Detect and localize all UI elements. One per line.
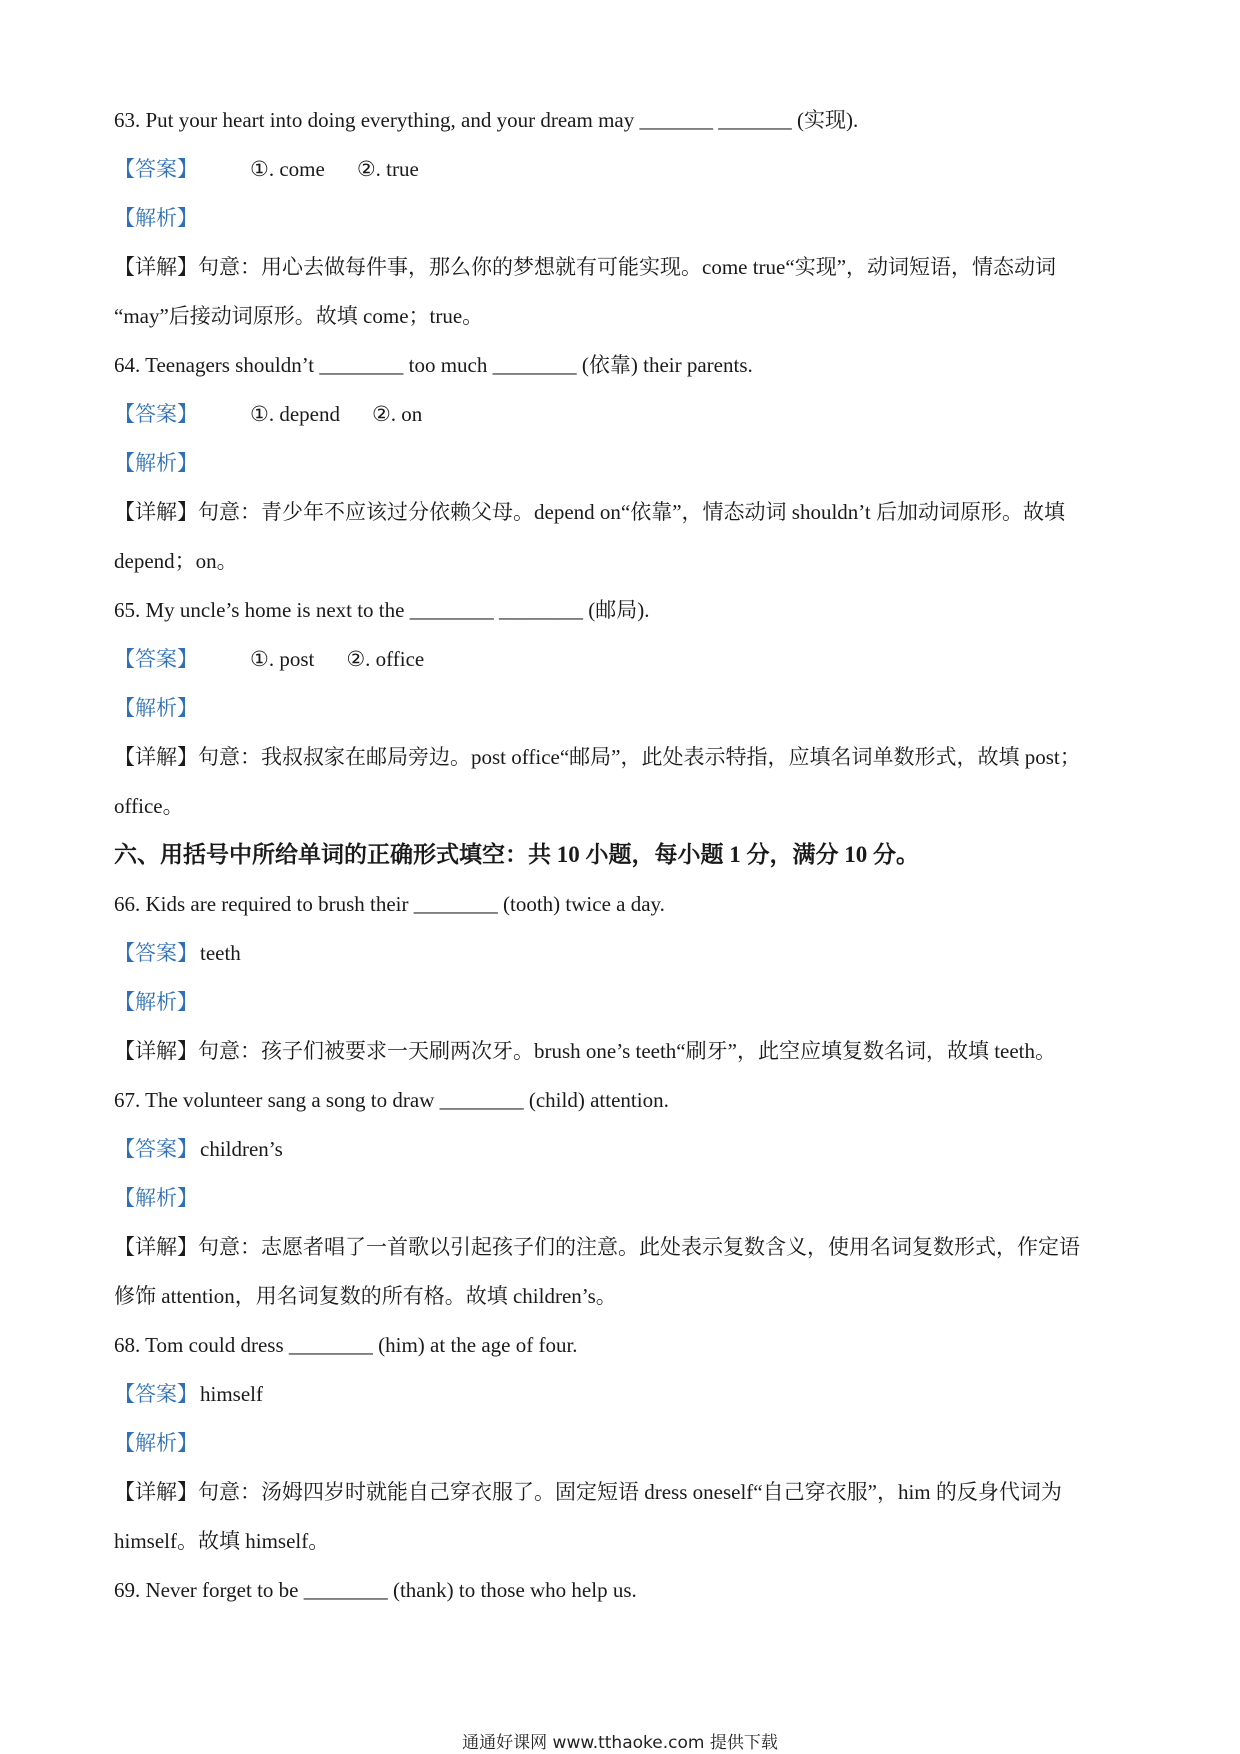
question-68: 68. Tom could dress ________ (him) at the age of four. bbox=[114, 1333, 578, 1357]
answer-tag: 【答案】 bbox=[114, 157, 198, 181]
analysis-63 bbox=[114, 196, 1134, 245]
answer-64-part1: ①. depend bbox=[250, 402, 340, 426]
analysis-67 bbox=[114, 1176, 1134, 1225]
detail-65-line1 bbox=[114, 735, 1134, 784]
analysis-tag: 【解析】 bbox=[114, 451, 198, 475]
answer-67-value: children’s bbox=[200, 1137, 283, 1161]
question-63: 63. Put your heart into doing everything, and your dream may _______ _______ (实现). bbox=[114, 108, 859, 132]
detail-63-line1 bbox=[114, 245, 1134, 294]
answer-65 bbox=[114, 637, 1134, 686]
answer-tag: 【答案】 bbox=[114, 941, 198, 965]
answer-65-part2: ②. office bbox=[346, 647, 425, 671]
answer-tag: 【答案】 bbox=[114, 1137, 198, 1161]
answer-63 bbox=[114, 147, 1134, 196]
detail-tag: 【详解】 bbox=[114, 745, 198, 769]
detail-66-line1 bbox=[114, 1029, 1134, 1078]
detail-65-line2: office。 bbox=[114, 794, 184, 818]
answer-tag: 【答案】 bbox=[114, 402, 198, 426]
detail-text: 句意：我叔叔家在邮局旁边。post office“邮局”，此处表示特指，应填名词单数形式，故填 post； bbox=[198, 745, 1081, 769]
analysis-64 bbox=[114, 441, 1134, 490]
detail-tag: 【详解】 bbox=[114, 1235, 198, 1259]
answer-64 bbox=[114, 392, 1134, 441]
detail-text: 句意：汤姆四岁时就能自己穿衣服了。固定短语 dress oneself“自己穿衣服”，him 的反身代词为 bbox=[198, 1480, 1062, 1504]
question-66: 66. Kids are required to brush their ________ (tooth) twice a day. bbox=[114, 892, 665, 916]
detail-67-line1 bbox=[114, 1225, 1134, 1274]
analysis-tag: 【解析】 bbox=[114, 1186, 198, 1210]
answer-67 bbox=[114, 1127, 1134, 1176]
answer-68-value: himself bbox=[200, 1382, 263, 1406]
question-67: 67. The volunteer sang a song to draw ________ (child) attention. bbox=[114, 1088, 669, 1112]
answer-64-part2: ②. on bbox=[371, 402, 423, 426]
answer-tag: 【答案】 bbox=[114, 1382, 198, 1406]
question-65: 65. My uncle’s home is next to the ________ ________ (邮局). bbox=[114, 598, 650, 622]
question-69: 69. Never forget to be ________ (thank) to those who help us. bbox=[114, 1578, 637, 1602]
analysis-65 bbox=[114, 686, 1134, 735]
detail-tag: 【详解】 bbox=[114, 1480, 198, 1504]
answer-tag: 【答案】 bbox=[114, 647, 198, 671]
answer-66 bbox=[114, 931, 1134, 980]
section-heading: 六、用括号中所给单词的正确形式填空：共 10 小题，每小题 1 分，满分 10 分。 bbox=[114, 842, 919, 867]
document-body bbox=[114, 98, 1134, 1617]
detail-text: 句意：孩子们被要求一天刷两次牙。brush one’s teeth“刷牙”，此空应填复数名词，故填 teeth。 bbox=[198, 1039, 1057, 1063]
page-footer: 通通好课网 www.tthaoke.com 提供下载 bbox=[462, 1733, 778, 1753]
analysis-tag: 【解析】 bbox=[114, 206, 198, 230]
answer-63-part1: ①. come bbox=[250, 157, 325, 181]
detail-64-line2: depend；on。 bbox=[114, 549, 238, 573]
analysis-66 bbox=[114, 980, 1134, 1029]
analysis-68 bbox=[114, 1421, 1134, 1470]
detail-tag: 【详解】 bbox=[114, 255, 198, 279]
analysis-tag: 【解析】 bbox=[114, 696, 198, 720]
detail-text: 句意：用心去做每件事，那么你的梦想就有可能实现。come true“实现”，动词短语，情态动词 bbox=[198, 255, 1057, 279]
detail-68-line2: himself。故填 himself。 bbox=[114, 1529, 330, 1553]
detail-text: 句意：志愿者唱了一首歌以引起孩子们的注意。此处表示复数含义，使用名词复数形式，作定语 bbox=[198, 1235, 1080, 1259]
answer-63-part2: ②. true bbox=[356, 157, 419, 181]
analysis-tag: 【解析】 bbox=[114, 1431, 198, 1455]
answer-66-value: teeth bbox=[200, 941, 241, 965]
detail-68-line1 bbox=[114, 1470, 1134, 1519]
question-64: 64. Teenagers shouldn’t ________ too much ________ (依靠) their parents. bbox=[114, 353, 753, 377]
detail-text: 句意：青少年不应该过分依赖父母。depend on“依靠”，情态动词 shouldn’t 后加动词原形。故填 bbox=[198, 500, 1065, 524]
detail-tag: 【详解】 bbox=[114, 1039, 198, 1063]
analysis-tag: 【解析】 bbox=[114, 990, 198, 1014]
answer-65-part1: ①. post bbox=[250, 647, 315, 671]
detail-67-line2: 修饰 attention，用名词复数的所有格。故填 children’s。 bbox=[114, 1284, 617, 1308]
detail-64-line1 bbox=[114, 490, 1134, 539]
detail-tag: 【详解】 bbox=[114, 500, 198, 524]
detail-63-line2: “may”后接动词原形。故填 come；true。 bbox=[114, 304, 484, 328]
answer-68 bbox=[114, 1372, 1134, 1421]
